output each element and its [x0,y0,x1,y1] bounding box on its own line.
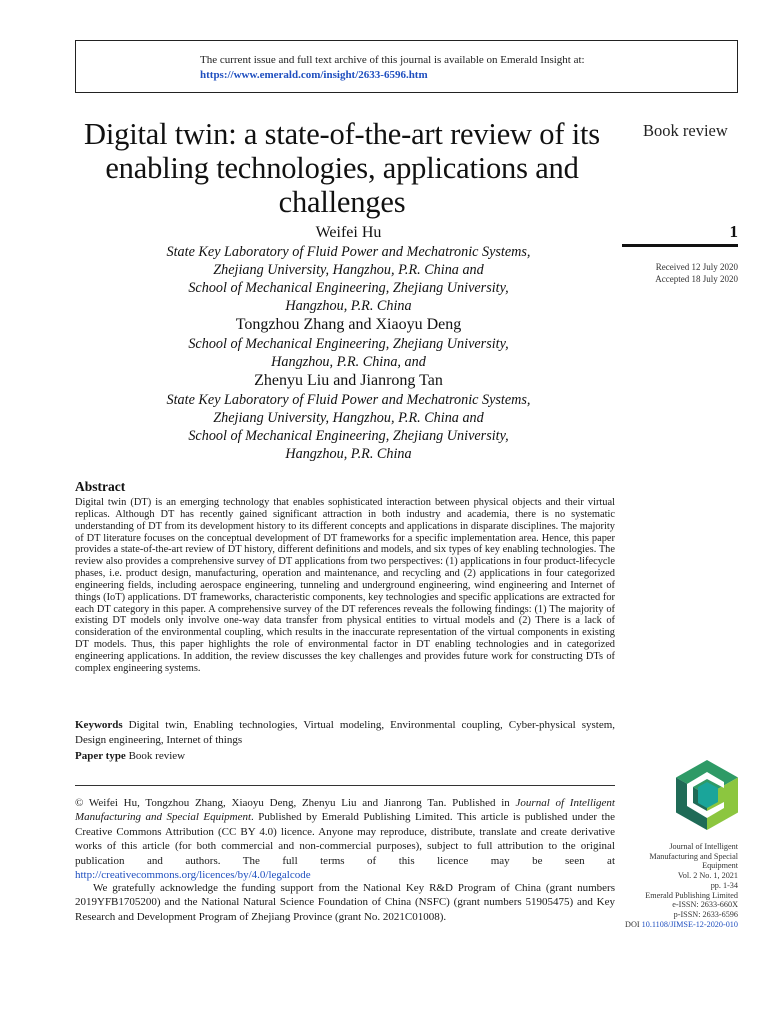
notice-text: The current issue and full text archive of this journal is available on Emerald Insight at: [200,54,585,66]
affiliation-line: Hangzhou, P.R. China [285,446,412,462]
author-block [75,223,622,463]
affiliation-line: Zhejiang University, Hangzhou, P.R. China and [213,410,484,426]
received-date: Received 12 July 2020 [655,262,738,272]
journal-notice-box [75,40,738,93]
journal-info-line: Equipment [702,861,738,871]
article-title: Digital twin: a state-of-the-art review of its enabling technologies, applications and challenges [84,117,600,219]
affiliation-line: School of Mechanical Engineering, Zhejiang University, [188,336,509,352]
affiliation-line: School of Mechanical Engineering, Zhejiang University, [188,428,509,444]
section-label: Book review [643,121,728,140]
affiliation-1 [75,243,622,315]
paper-type-label: Paper type [75,750,126,762]
keywords-label: Keywords [75,719,123,731]
journal-info-line: Manufacturing and Special [649,851,738,861]
affiliation-line: Hangzhou, P.R. China, and [271,354,426,370]
abstract-body: Digital twin (DT) is an emerging technology that enables sophisticated interaction between physical objects and their virtual replicas. Although DT has recently gained significant attraction in both industry and academia, there is no systematic understanding of DT from its development history to its different concepts and applications in disparate disciplines. The majority of DT literature focuses on the conceptual development of DT frameworks for a specific implementation area. Hence, this paper provides a state-of-the-art review of DT history, different definitions and models, and six types of key enabling technologies. The review also provides a comprehensive survey of DT applications from two perspectives: (1) applications in four product-lifecycle phases, i.e. product design, manufacturing, operation and maintenance, and recycling and (2) applications in four categorized engineering fields, including aerospace engineering, tunneling and underground engineering, wind engineering and Internet of things (IoT) applications. DT frameworks, characteristic components, key technologies and specific applications are extracted for each DT category in this paper. A comprehensive survey of the DT references reveals the following findings: (1) The majority of existing DT models only involve one-way data transfer from physical entities to virtual models and (2) There is a lack of consideration of the environmental coupling, which results in the inaccurate representation of the virtual components in existing DT models. Thus, this paper highlights the role of environmental factor in DT enabling technologies and in categorized engineering applications. In addition, the review discusses the key challenges and provides future work for constructing DTs of complex engineering systems. [75,497,615,674]
author-names-2: Tongzhou Zhang and Xiaoyu Deng [235,316,462,333]
emerald-logo-icon [676,760,738,830]
affiliation-line: Zhejiang University, Hangzhou, P.R. China and [213,262,484,278]
author-names-3: Zhenyu Liu and Jianrong Tan [254,372,443,389]
keywords [75,718,615,747]
doi-line [600,920,738,930]
journal-info-line: Emerald Publishing Limited [645,890,738,900]
journal-info-line: p-ISSN: 2633-6596 [673,909,738,919]
keywords-text: Digital twin, Enabling technologies, Virtual modeling, Environmental coupling, Cyber-physical system, Design engineering, Internet of things [75,719,616,746]
affiliation-line: State Key Laboratory of Fluid Power and Mechatronic Systems, [166,244,531,260]
copyright-text: © Weifei Hu, Tongzhou Zhang, Xiaoyu Deng, Zhenyu Liu and Jianrong Tan. Published in [75,797,510,809]
license-notice [75,796,615,882]
journal-info-line: Journal of Intelligent [669,842,738,851]
doi-label: DOI [625,919,640,929]
abstract-heading: Abstract [75,479,126,494]
affiliation-2 [75,335,622,371]
journal-info-line: pp. 1-34 [710,880,738,890]
doi-link[interactable]: 10.1108/JIMSE-12-2020-010 [641,919,738,929]
author-names-1: Weifei Hu [315,224,382,241]
license-text: . Published by Emerald Publishing Limited. This article is published under the Creative Commons Attribution (CC BY 4.0) licence. Anyone may reproduce, distribute, translate and create derivative works of this article (for both commercial and non-commercial purposes), subject to full attribution to the original publication and authors. The full terms of this licence may be seen at [75,811,615,867]
page-number: 1 [729,222,738,241]
journal-url-link[interactable]: https://www.emerald.com/insight/2633-6596.htm [200,69,428,81]
paper-type [75,749,615,763]
journal-info-line: Vol. 2 No. 1, 2021 [677,871,738,881]
footer-divider [75,785,615,786]
journal-info-line: e-ISSN: 2633-660X [672,900,738,910]
affiliation-line: Hangzhou, P.R. China [285,298,412,314]
affiliation-line: State Key Laboratory of Fluid Power and Mechatronic Systems, [166,392,531,408]
license-link[interactable]: http://creativecommons.org/licences/by/4.0/legalcode [75,869,311,882]
funding-acknowledgement: We gratefully acknowledge the funding support from the National Key R&D Program of China (grant numbers 2019YFB1705200) and the National Natural Science Foundation of China (NSFC) (grant numbers 51905475) and Key Research and Development Program of Zhejiang Province (grant No. 2021C01008). [75,882,615,923]
affiliation-3 [75,391,622,463]
journal-name: Journal of Intelligent Manufacturing and Special Equipment [75,797,615,824]
journal-info [600,842,738,929]
accepted-date: Accepted 18 July 2020 [655,274,738,284]
side-divider [622,244,738,247]
paper-type-text: Book review [128,750,186,762]
affiliation-line: School of Mechanical Engineering, Zhejiang University, [188,280,509,296]
